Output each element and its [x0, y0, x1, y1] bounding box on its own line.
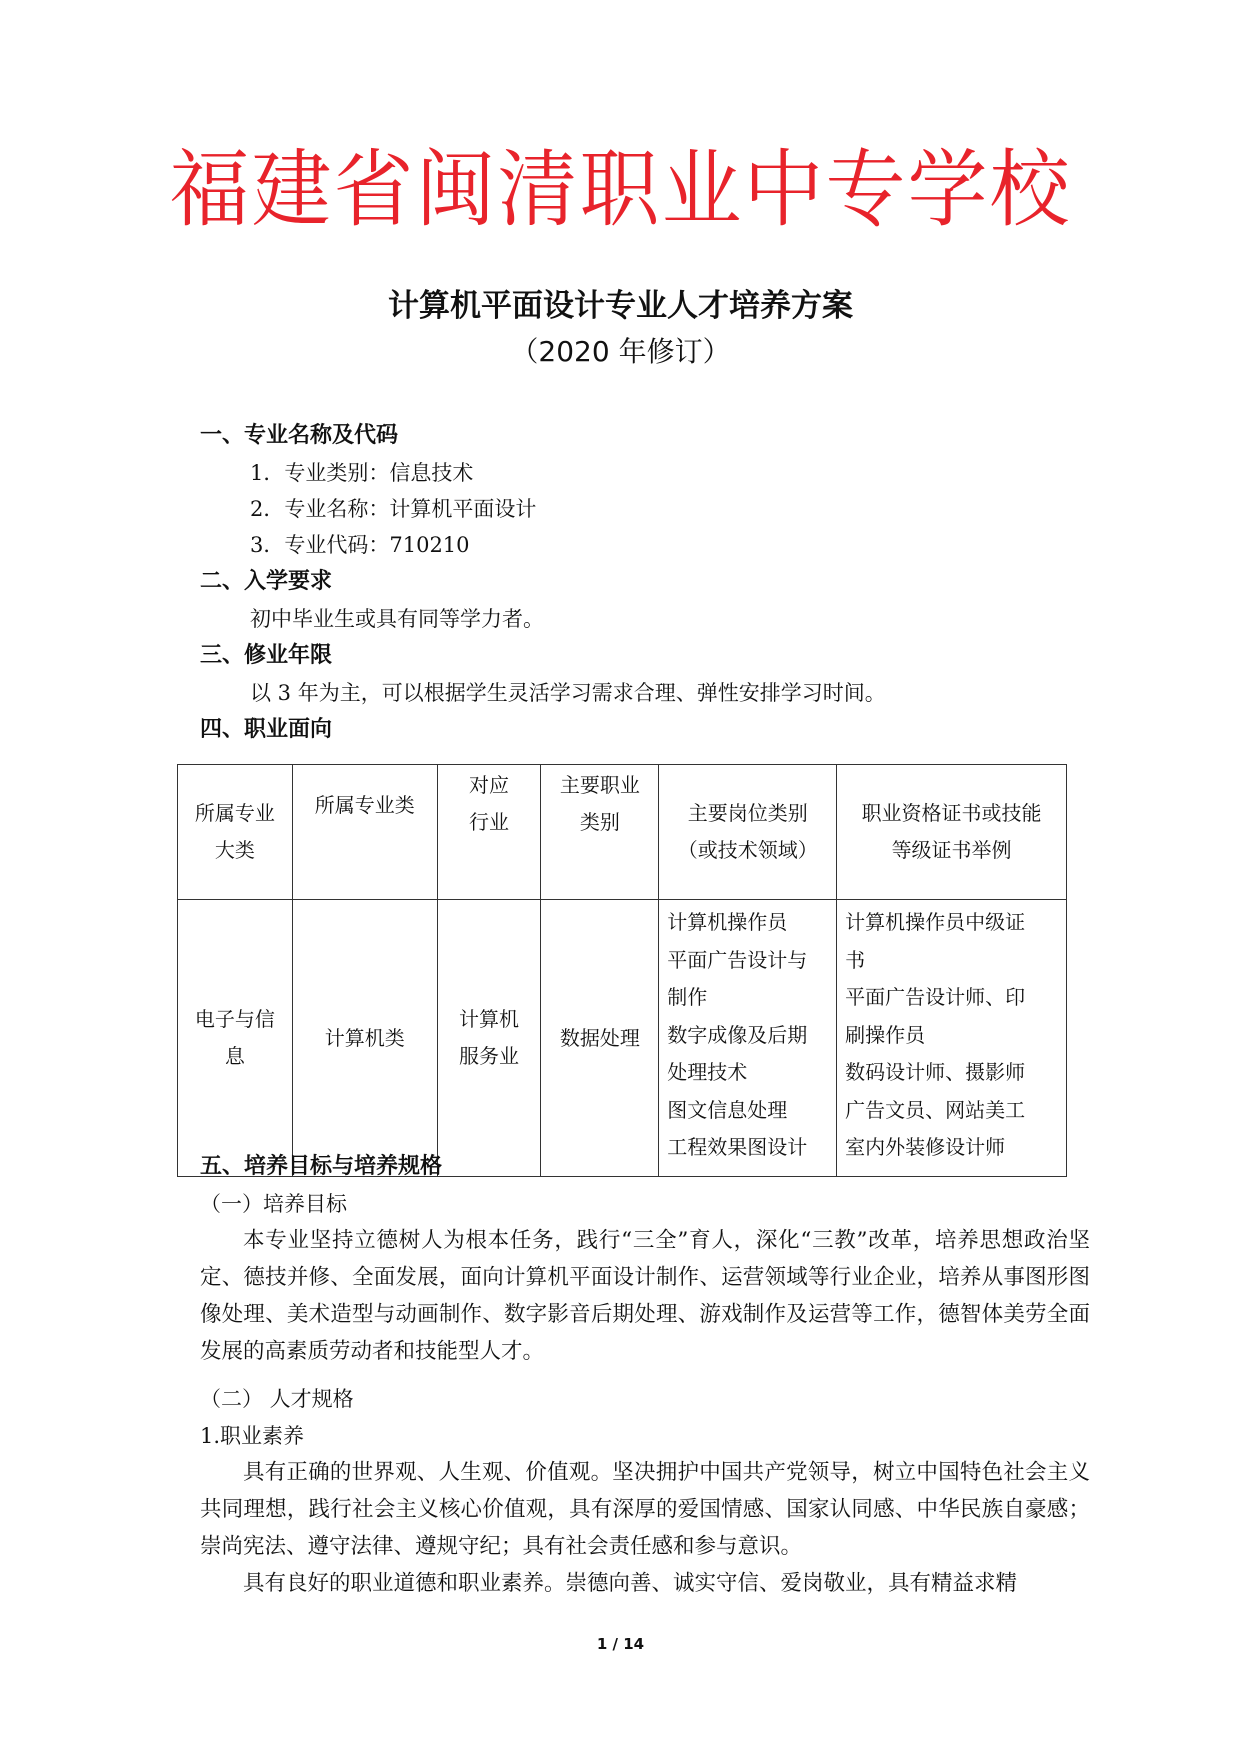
subsection-training-goal: （一）培养目标 — [200, 1192, 347, 1216]
subsection-talent-spec: （二） 人才规格 — [200, 1387, 354, 1411]
header-cell: 主要岗位类别 （或技术领域） — [659, 765, 837, 900]
major-code: 3．专业代码：710210 — [250, 533, 470, 557]
document-subtitle: （2020 年修订） — [510, 335, 731, 368]
section-heading-5: 五、培养目标与培养规格 — [200, 1154, 443, 1179]
cell-category: 电子与信 息 — [178, 900, 293, 1177]
study-duration: 以 3 年为主，可以根据学生灵活学习需求合理、弹性安排学习时间。 — [250, 681, 886, 705]
cell-certificates: 计算机操作员中级证 书 平面广告设计师、印 刷操作员 数码设计师、摄影师 广告文员、网站美工 室内外装修设计师 — [837, 900, 1067, 1177]
cell-positions: 计算机操作员 平面广告设计与 制作 数字成像及后期 处理技术 图文信息处理 工程效果图设计 — [659, 900, 837, 1177]
table-header-row — [178, 765, 1067, 900]
section-heading-1: 一、专业名称及代码 — [200, 423, 399, 448]
school-name: 福建省闽清职业中专学校 — [169, 140, 1072, 239]
career-orientation-table — [177, 764, 1067, 1177]
major-name: 2．专业名称：计算机平面设计 — [250, 497, 537, 521]
quality-paragraph-2: 具有良好的职业道德和职业素养。崇德向善、诚实守信、爱岗敬业，具有精益求精 — [243, 1571, 1018, 1596]
admission-requirement: 初中毕业生或具有同等学力者。 — [250, 607, 544, 631]
major-category: 1．专业类别：信息技术 — [250, 461, 474, 485]
item-professional-quality: 1.职业素养 — [200, 1424, 305, 1448]
header-cell: 所属专业 大类 — [178, 765, 293, 900]
section-heading-2: 二、入学要求 — [200, 569, 333, 594]
cell-industry: 计算机 服务业 — [437, 900, 541, 1177]
header-cell: 所属专业类 — [292, 765, 437, 900]
header-cell: 主要职业 类别 — [541, 765, 659, 900]
header-cell: 对应 行业 — [437, 765, 541, 900]
quality-paragraph-1: 具有正确的世界观、人生观、价值观。坚决拥护中国共产党领导，树立中国特色社会主义共同理想，践行社会主义核心价值观，具有深厚的爱国情感、国家认同感、中华民族自豪感；崇尚宪法、遵守法律、遵规守纪；具有社会责任感和参与意识。 — [200, 1460, 1090, 1559]
section-heading-3: 三、修业年限 — [200, 643, 333, 668]
training-goal-paragraph: 本专业坚持立德树人为根本任务，践行“三全”育人，深化“三教”改革，培养思想政治坚定、德技并修、全面发展，面向计算机平面设计制作、运营领域等行业企业，培养从事图形图像处理、美术造型与动画制作、数字影音后期处理、游戏制作及运营等工作，德智体美劳全面发展的高素质劳动者和技能型人才。 — [200, 1228, 1090, 1364]
page-number: 1 / 14 — [596, 1635, 645, 1653]
table-row — [178, 900, 1067, 1177]
cell-subcategory: 计算机类 — [292, 900, 437, 1177]
header-cell: 职业资格证书或技能 等级证书举例 — [837, 765, 1067, 900]
section-heading-4: 四、职业面向 — [200, 717, 333, 742]
cell-occupation: 数据处理 — [541, 900, 659, 1177]
document-title: 计算机平面设计专业人才培养方案 — [388, 288, 853, 324]
